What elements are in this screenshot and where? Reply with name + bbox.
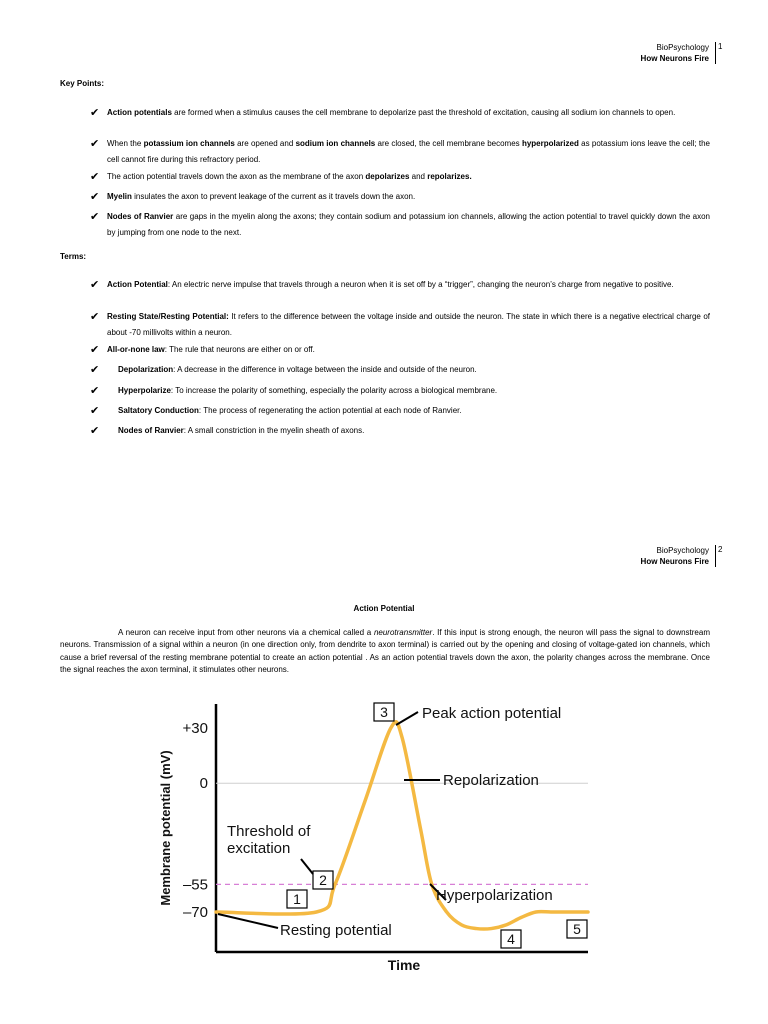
text-run: are formed when a stimulus causes the cell membrane to depolarize past the threshold of excitation, causing all sodium ion channels to open. [171, 108, 676, 117]
hyperpolarization-label: Hyperpolarization [436, 887, 553, 904]
item-text [107, 105, 710, 121]
bold-text: Action Potential [107, 280, 168, 289]
text-run: : The process of regenerating the action potential at each node of Ranvier. [198, 406, 462, 415]
checkmark-icon: ✔ [90, 171, 100, 183]
bold-text: repolarizes. [427, 172, 472, 181]
text-run: : An electric nerve impulse that travels through a neuron when it is set off by a “trigger”, changing the neuron’s charge from negative to positive. [167, 280, 674, 289]
key-point-item [90, 189, 710, 205]
bold-text: Nodes of Ranvier [118, 426, 184, 435]
term-item [90, 309, 710, 341]
header-title: BioPsychology [656, 43, 709, 52]
page-header [641, 42, 716, 64]
item-text [107, 189, 710, 205]
resting-leader-line [218, 914, 278, 928]
item-text [118, 362, 710, 378]
bold-text: potassium ion channels [143, 139, 235, 148]
bold-text: depolarizes [365, 172, 410, 181]
checkmark-icon: ✔ [90, 364, 100, 376]
annotation-number-4: 4 [507, 931, 515, 947]
page-number: 2 [718, 545, 723, 554]
section-title: Action Potential [353, 604, 415, 613]
text-run: . If this input is strong enough, the neuron will pass the signal to downstream neurons. Transmission of a signal within a neuron (in one direction only, from dendrite to axon terminal) is carried out by the opening and closing of voltage-gated ion channels, which cause a brief reversal of the resting membrane potential to create an action potential . As an action potential travels down the axon, the polarity changes across the membrane. Once the signal reaches the axon terminal, it stimulates other neurons. [60, 628, 710, 675]
term-item [90, 342, 710, 358]
text-run: are opened and [234, 139, 296, 148]
text-run: The action potential travels down the axon as the membrane of the axon [107, 172, 366, 181]
header-subtitle: How Neurons Fire [640, 557, 709, 566]
checkmark-icon: ✔ [90, 311, 100, 323]
checkmark-icon: ✔ [90, 405, 100, 417]
text-run: and [409, 172, 428, 181]
key-points-heading: Key Points: [60, 79, 105, 88]
text-run: When the [107, 139, 144, 148]
checkmark-icon: ✔ [90, 279, 100, 291]
text-run: : A decrease in the difference in voltage between the inside and outside of the neuron. [173, 365, 477, 374]
peak-label: Peak action potential [422, 705, 562, 722]
key-point-item [90, 136, 710, 168]
text-run: are closed, the cell membrane becomes [375, 139, 522, 148]
text-run: It refers to the difference between the voltage inside and outside the neuron. The state in which there is a negative electrical charge of about -70 millivolts within a neuron. [107, 312, 710, 337]
x-axis-label: Time [387, 957, 421, 973]
intro-paragraph [60, 627, 710, 677]
bold-text: Resting State/Resting Potential: [107, 312, 229, 321]
item-text [118, 403, 710, 419]
checkmark-icon: ✔ [90, 344, 100, 356]
annotation-number-1: 1 [293, 891, 301, 907]
item-text [107, 169, 710, 185]
annotation-number-5: 5 [573, 921, 581, 937]
text-run: are gaps in the myelin along the axons; they contain sodium and potassium ion channels, allowing the action potential to travel quickly down the axon by jumping from one node to the next. [107, 212, 711, 237]
term-item [90, 277, 710, 293]
annotation-number-2: 2 [319, 872, 327, 888]
y-axis-label: Membrane potential (mV) [158, 750, 173, 906]
item-text [118, 383, 710, 399]
action-potential-chart [0, 696, 768, 996]
term-item [90, 383, 710, 399]
item-text [107, 277, 710, 293]
header-subtitle: How Neurons Fire [640, 54, 709, 63]
bold-text: Depolarization [118, 365, 174, 374]
checkmark-icon: ✔ [90, 425, 100, 437]
item-text [107, 136, 710, 168]
text-run: A neuron can receive input from other neurons via a chemical called a [118, 628, 374, 637]
threshold-label-line2: excitation [227, 840, 291, 857]
text-run: insulates the axon to prevent leakage of the current as it travels down the axon. [131, 192, 416, 201]
checkmark-icon: ✔ [90, 385, 100, 397]
bold-text: hyperpolarized [521, 139, 579, 148]
checkmark-icon: ✔ [90, 138, 100, 150]
repolarization-label: Repolarization [443, 772, 539, 789]
term-item [90, 423, 710, 439]
threshold-label-line1: Threshold of [227, 823, 311, 840]
text-run: : The rule that neurons are either on or off. [164, 345, 315, 354]
peak-leader-line [396, 712, 418, 725]
text-run: : To increase the polarity of something, especially the polarity across a biological membrane. [170, 386, 498, 395]
text-run: as potassium ions leave the cell; the cell cannot fire during this refractory period. [107, 139, 710, 164]
terms-heading: Terms: [60, 252, 87, 261]
checkmark-icon: ✔ [90, 211, 100, 223]
bold-text: All-or-none law [107, 345, 165, 354]
bold-text: sodium ion channels [295, 139, 376, 148]
term-item [90, 362, 710, 378]
item-text [107, 209, 710, 241]
item-text [107, 309, 710, 341]
y-tick-label: –55 [182, 876, 208, 894]
annotation-number-3: 3 [380, 704, 388, 720]
text-run: : A small constriction in the myelin sheath of axons. [183, 426, 365, 435]
term-item [90, 403, 710, 419]
checkmark-icon: ✔ [90, 191, 100, 203]
bold-text: Action potentials [107, 108, 172, 117]
bold-text: Nodes of Ranvier [107, 212, 174, 221]
italic-text: neurotransmitter [373, 628, 433, 637]
bold-text: Hyperpolarize [118, 386, 171, 395]
page-number: 1 [718, 42, 723, 51]
key-point-item [90, 169, 710, 185]
item-text [107, 342, 710, 358]
bold-text: Myelin [107, 192, 132, 201]
bold-text: Saltatory Conduction [118, 406, 199, 415]
page-header-2 [641, 545, 716, 567]
threshold-leader-line [301, 859, 313, 874]
resting-potential-label: Resting potential [280, 922, 392, 939]
y-tick-label: –70 [182, 904, 208, 921]
item-text [118, 423, 710, 439]
y-tick-label: +30 [182, 720, 208, 737]
key-point-item [90, 105, 710, 121]
header-title: BioPsychology [656, 546, 709, 555]
checkmark-icon: ✔ [90, 107, 100, 119]
y-tick-label: 0 [199, 775, 208, 793]
key-point-item [90, 209, 710, 241]
